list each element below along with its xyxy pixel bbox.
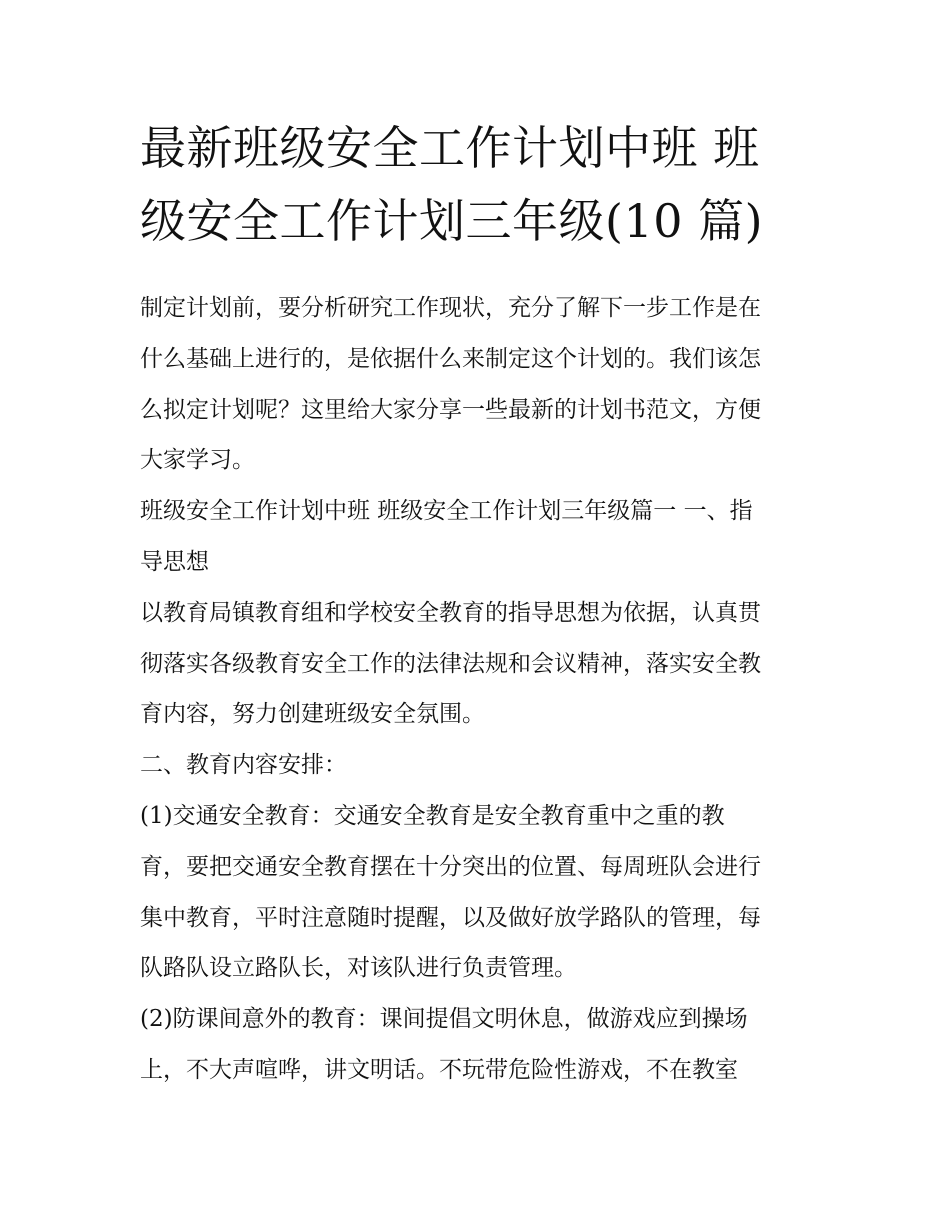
guiding-thought-paragraph	[140, 588, 820, 740]
paragraph-line: (2)防课间意外的教育：课间提倡文明休息，做游戏应到操场	[140, 1006, 748, 1033]
paragraph-line: 队路队设立路队长，对该队进行负责管理。	[140, 955, 577, 982]
paragraph-line: 以教育局镇教育组和学校安全教育的指导思想为依据，认真贯	[140, 599, 761, 626]
paragraph-line: 育内容，努力创建班级安全氛围。	[140, 701, 485, 728]
document-title	[140, 112, 820, 258]
title-line-2: 级安全工作计划三年级(10 篇)	[140, 194, 764, 248]
paragraph-line: 彻落实各级教育安全工作的法律法规和会议精神，落实安全教	[140, 650, 761, 677]
title-line-1: 最新班级安全工作计划中班 班	[140, 121, 760, 175]
traffic-safety-paragraph	[140, 791, 820, 994]
paragraph-line: 育，要把交通安全教育摆在十分突出的位置、每周班队会进行	[140, 853, 761, 880]
paragraph-line: 班级安全工作计划中班 班级安全工作计划三年级篇一 一、指	[140, 498, 753, 525]
paragraph-line: 集中教育，平时注意随时提醒，以及做好放学路队的管理，每	[140, 904, 761, 931]
recess-safety-paragraph	[140, 994, 820, 1096]
paragraph-line: 大家学习。	[140, 447, 255, 474]
section-heading-education-content	[140, 740, 820, 791]
intro-paragraph	[140, 283, 820, 486]
paragraph-line: 导思想	[140, 548, 209, 575]
paragraph-line: (1)交通安全教育：交通安全教育是安全教育重中之重的教	[140, 802, 725, 829]
paragraph-line: 制定计划前，要分析研究工作现状，充分了解下一步工作是在	[140, 295, 761, 321]
paragraph-line: 二、教育内容安排：	[140, 752, 347, 779]
paragraph-line: 上，不大声喧哗，讲文明话。不玩带危险性游戏，不在教室	[140, 1056, 738, 1083]
paragraph-line: 么拟定计划呢？这里给大家分享一些最新的计划书范文，方便	[140, 396, 761, 423]
paragraph-line: 什么基础上进行的，是依据什么来制定这个计划的。我们该怎	[140, 345, 761, 372]
section-heading-guiding-thought	[140, 486, 820, 588]
document-content	[140, 112, 820, 1096]
